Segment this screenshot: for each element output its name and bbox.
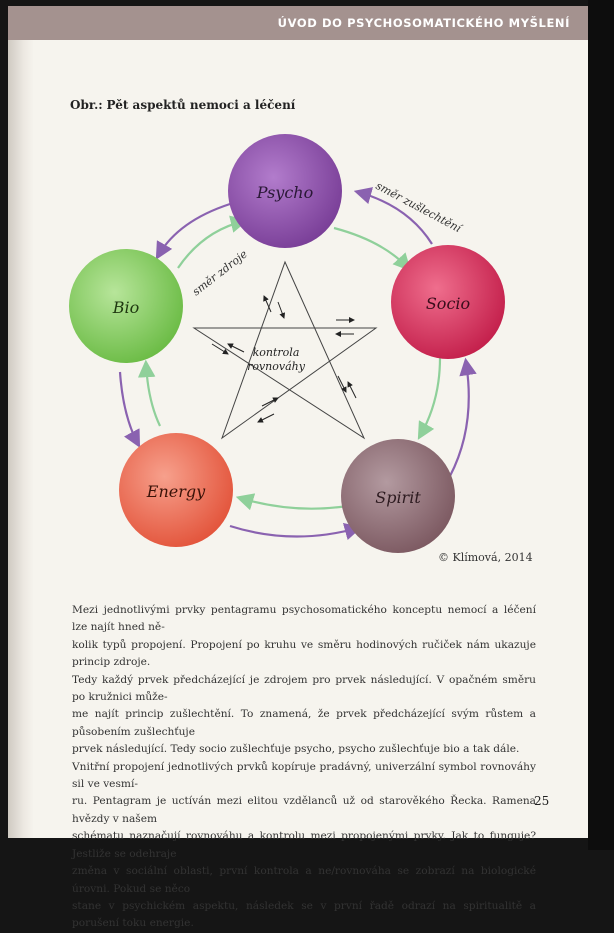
node-bio-label: Bio: [112, 298, 140, 317]
node-energy: [119, 433, 233, 547]
pentagram-diagram: [8, 6, 588, 566]
body-line: Vnitřní propojení jednotlivých prvků kopíruje pradávný, univerzální symbol rovnováhy sil ve vesmí-: [72, 760, 536, 791]
body-line: prvek následující. Tedy socio zušlechťuje psycho, psycho zušlechťuje bio a tak dále.: [72, 743, 520, 756]
body-line: stane v psychickém aspektu, následek se v první řadě odrazí na spiritualitě a porušení toku energie.: [72, 899, 536, 930]
body-line: schématu naznačují rovnováhu a kontrolu mezi propojenými prvky. Jak to funguje? Jestliže se odehraje: [72, 830, 536, 860]
label-refinement-direction: směr zušlechtění: [373, 179, 464, 236]
body-line: Tedy každý prvek předcházející je zdrojem pro prvek následující. V opačném směru po kružnici může-: [72, 673, 536, 704]
node-bio: [69, 249, 183, 363]
node-socio-label: Socio: [425, 294, 471, 313]
label-source-direction: směr zdroje: [189, 247, 250, 299]
node-spirit: [341, 439, 455, 553]
node-psycho: [228, 134, 342, 248]
center-label-line2: rovnováhy: [247, 360, 305, 373]
body-line: me najít princip zušlechtění. To znamená, že prvek předcházející svým růstem a působením zušlechťuje: [72, 708, 536, 738]
center-label-line1: kontrola: [252, 346, 300, 359]
body-line: ru. Pentagram je uctíván mezi elitou vzdělanců už od starověkého Řecka. Ramena hvězdy v našem: [72, 795, 536, 825]
node-socio: [391, 245, 505, 359]
figure-copyright: © Klímová, 2014: [438, 551, 533, 564]
body-line: Mezi jednotlivými prvky pentagramu psychosomatického konceptu nemocí a léčení lze najít hned ně-: [72, 604, 536, 634]
header-title: ÚVOD DO PSYCHOSOMATICKÉHO MYŠLENÍ: [277, 16, 570, 30]
caption-text: Pět aspektů nemoci a léčení: [106, 98, 296, 112]
node-spirit-label: Spirit: [375, 488, 421, 507]
control-arrows: [212, 296, 356, 422]
page-number: 25: [534, 794, 550, 808]
caption-label: Obr.:: [70, 98, 103, 112]
node-energy-label: Energy: [146, 482, 206, 501]
scan-dark-edge: [588, 0, 614, 850]
body-paragraph: [72, 602, 536, 933]
node-psycho-label: Psycho: [256, 183, 314, 202]
body-line: kolik typů propojení. Propojení po kruhu ve směru hodinových ručiček nám ukazuje princip zdroje.: [72, 638, 536, 669]
body-line: změna v sociální oblasti, první kontrola a ne/rovnováha se zobrazí na biologické úrovni. Pokud se něco: [72, 865, 536, 895]
book-page: [8, 6, 588, 930]
